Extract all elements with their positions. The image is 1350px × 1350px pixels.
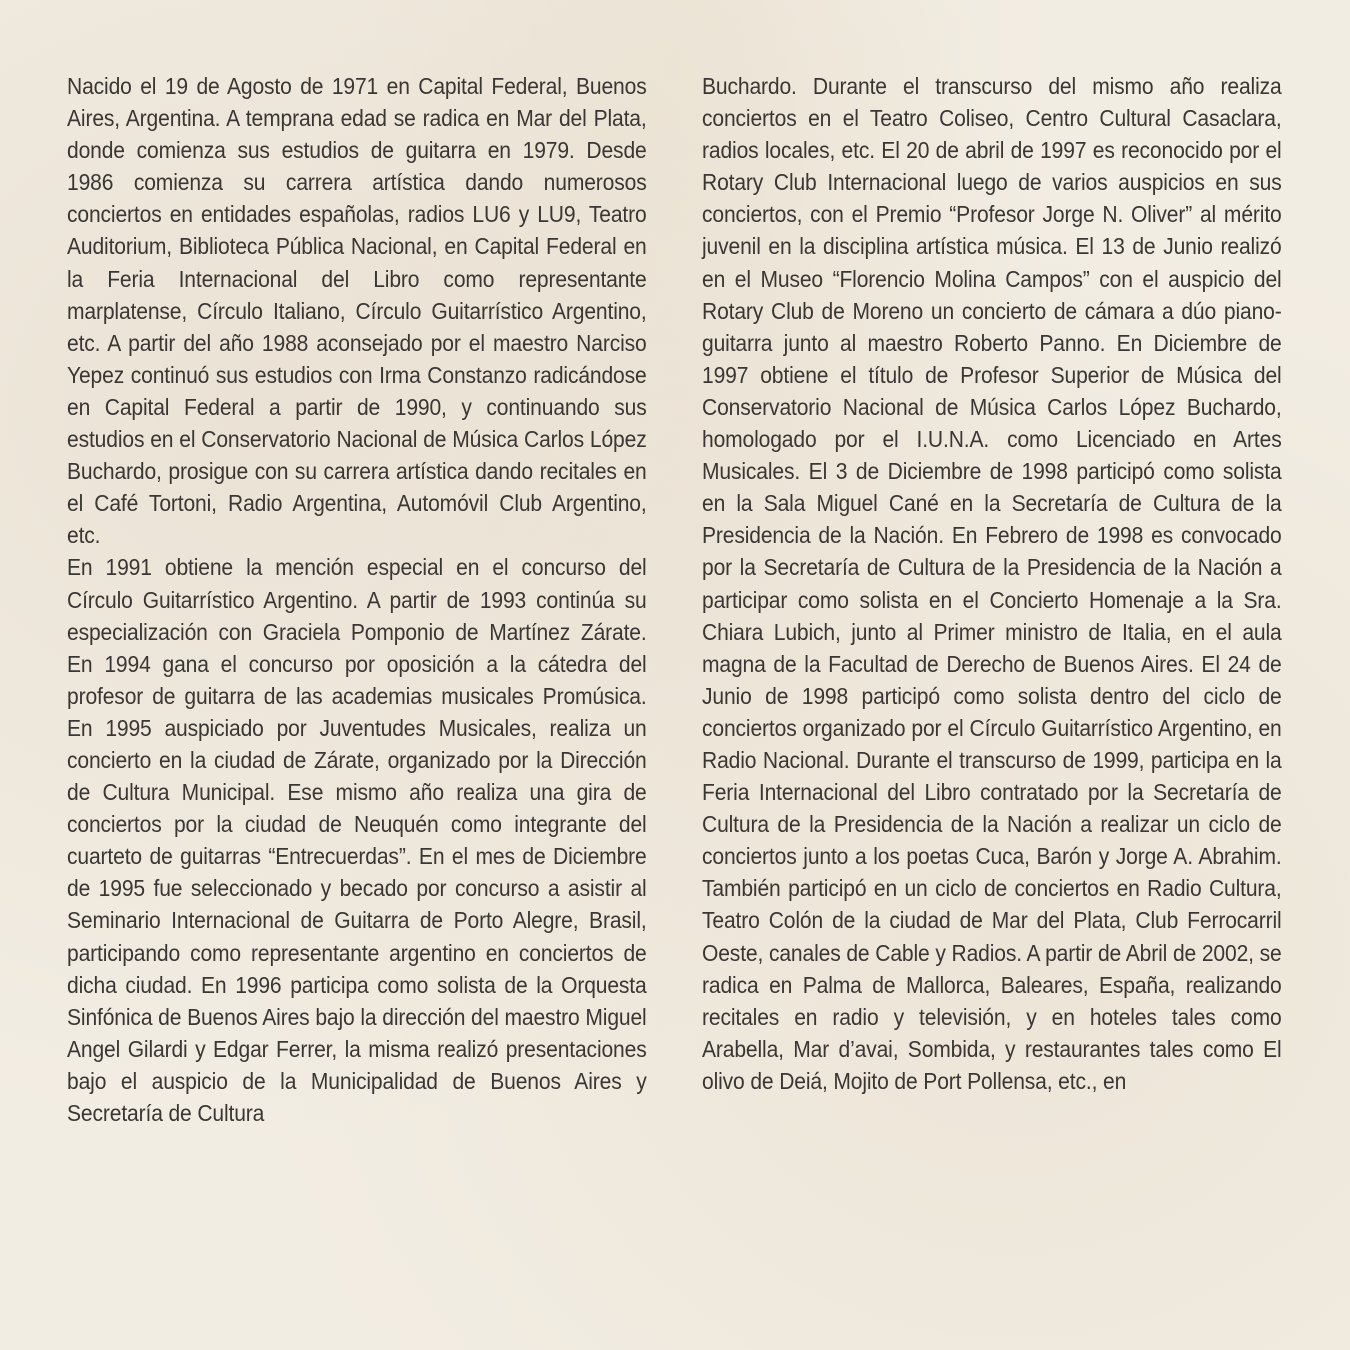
biography-paragraph-2: En 1991 obtiene la mención especial en el concurso del Círculo Guitarrístico Argentino. A partir de 1993 continúa su especialización con Graciela Pomponio de Martínez Zárate. En 1994 gana el concurso por oposición a la cátedra del profesor de guitarra de las academias musicales Promúsica. En 1995 auspiciado por Juventudes Musicales, realiza un concierto en la ciudad de Zárate, organizado por la Dirección de Cultura Municipal. Ese mismo año realiza una gira de conciertos por la ciudad de Neuquén como integrante del cuarteto de guitarras “Entrecuerdas”. En el mes de Diciembre de 1995 fue seleccionado y becado por concurso a asistir al Seminario Internacional de Guitarra de Porto Alegre, Brasil, participando como representante argentino en conciertos de dicha ciudad. En 1996 participa como solista de la Orquesta Sinfónica de Buenos Aires bajo la dirección del maestro Miguel Angel Gilardi y Edgar Ferrer, la misma realizó presentaciones bajo el auspicio de la Municipalidad de Buenos Aires y Secretaría de Cultura <box>67 554 647 1126</box>
biography-paragraph-1: Nacido el 19 de Agosto de 1971 en Capital Federal, Buenos Aires, Argentina. A temprana edad se radica en Mar del Plata, donde comienza sus estudios de guitarra en 1979. Desde 1986 comienza su carrera artística dando numerosos conciertos en entidades españolas, radios LU6 y LU9, Teatro Auditorium, Biblioteca Pública Nacional, en Capital Federal en la Feria Internacional del Libro como representante marplatense, Círculo Italiano, Círculo Guitarrístico Argentino, etc. A partir del año 1988 aconsejado por el maestro Narciso Yepez continuó sus estudios con Irma Constanzo radicándose en Capital Federal a partir de 1990, y continuando sus estudios en el Conservatorio Nacional de Música Carlos López Buchardo, prosigue con su carrera artística dando recitales en el Café Tortoni, Radio Argentina, Automóvil Club Argentino, etc. <box>67 73 647 549</box>
left-text-column <box>67 70 647 1129</box>
biography-paragraph-3: Buchardo. Durante el transcurso del mismo año realiza conciertos en el Teatro Coliseo, Centro Cultural Casaclara, radios locales, etc. El 20 de abril de 1997 es reconocido por el Rotary Club Internacional luego de varios auspicios en sus conciertos, con el Premio “Profesor Jorge N. Oliver” al mérito juvenil en la disciplina artística música. El 13 de Junio realizó en el Museo “Florencio Molina Campos” con el auspicio del Rotary Club de Moreno un concierto de cámara a dúo piano-guitarra junto al maestro Roberto Panno. En Diciembre de 1997 obtiene el título de Profesor Superior de Música del Conservatorio Nacional de Música Carlos López Buchardo, homologado por el I.U.N.A. como Licenciado en Artes Musicales. El 3 de Diciembre de 1998 participó como solista en la Sala Miguel Cané en la Secretaría de Cultura de la Presidencia de la Nación. En Febrero de 1998 es convocado por la Secretaría de Cultura de la Presidencia de la Nación a participar como solista en el Concierto Homenaje a la Sra. Chiara Lubich, junto al Primer ministro de Italia, en el aula magna de la Facultad de Derecho de Buenos Aires. El 24 de Junio de 1998 participó como solista dentro del ciclo de conciertos organizado por el Círculo Guitarrístico Argentino, en Radio Nacional. Durante el transcurso de 1999, participa en la Feria Internacional del Libro contratado por la Secretaría de Cultura de la Presidencia de la Nación a realizar un ciclo de conciertos junto a los poetas Cuca, Barón y Jorge A. Abrahim. También participó en un ciclo de conciertos en Radio Cultura, Teatro Colón de la ciudad de Mar del Plata, Club Ferrocarril Oeste, canales de Cable y Radios. A partir de Abril de 2002, se radica en Palma de Mallorca, Baleares, España, realizando recitales en radio y televisión, y en hoteles tales como Arabella, Mar d’avai, Sombida, y restaurantes tales como El olivo de Deiá, Mojito de Port Pollensa, etc., en <box>702 73 1282 1094</box>
right-text-column <box>702 70 1282 1097</box>
